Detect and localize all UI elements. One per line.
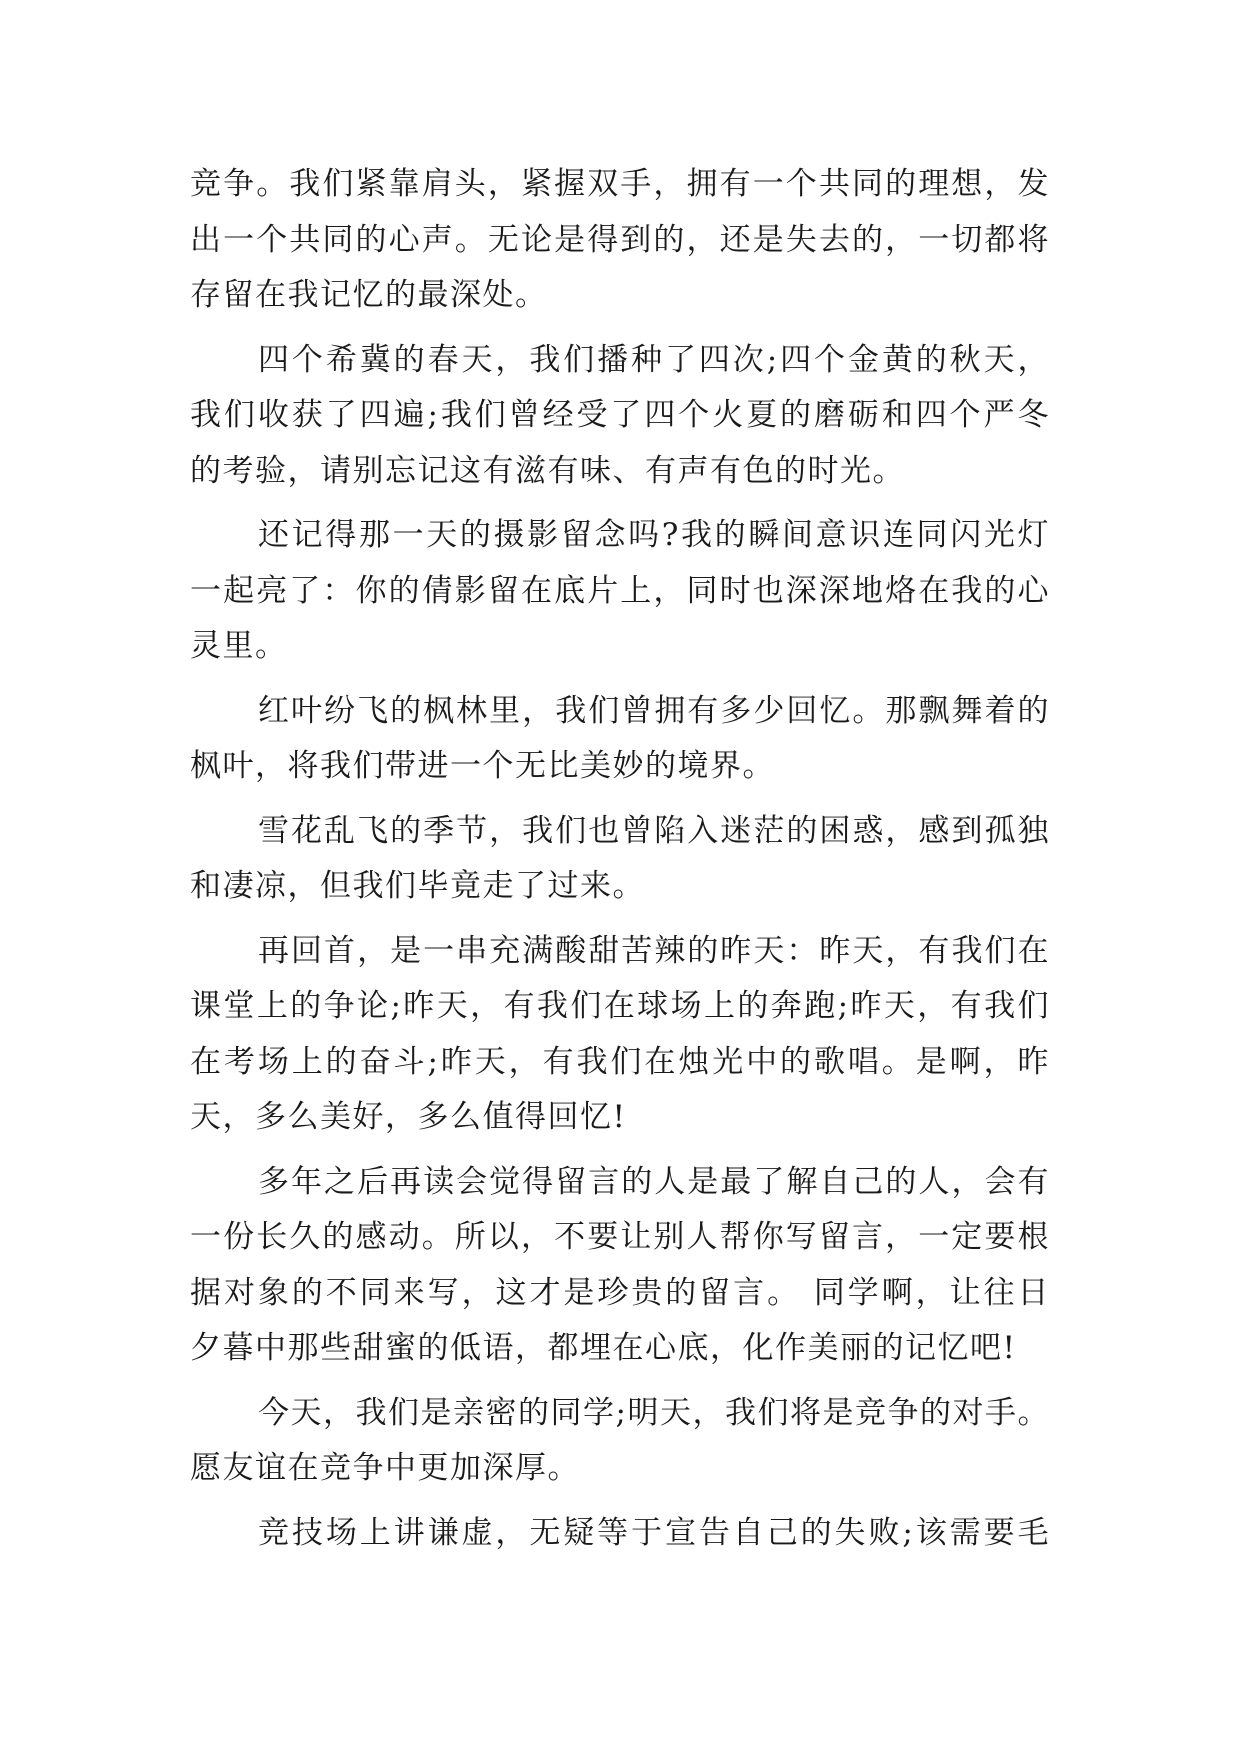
- text-line: 在考场上的奋斗;昨天，有我们在烛光中的歌唱。是啊，昨: [190, 1043, 1050, 1080]
- text-line: 据对象的不同来写，这才是珍贵的留言。 同学啊，让往日: [190, 1274, 1050, 1311]
- text-line: 的考验，请别忘记这有滋有味、有声有色的时光。: [190, 452, 905, 489]
- text-line: 红叶纷飞的枫林里，我们曾拥有多少回忆。那飘舞着的: [258, 692, 1050, 729]
- text-line: 天，多么美好，多么值得回忆!: [190, 1099, 627, 1135]
- text-line: 存留在我记忆的最深处。: [190, 277, 548, 313]
- text-line: 今天，我们是亲密的同学;明天，我们将是竞争的对手。: [258, 1394, 1050, 1431]
- text-line: 夕暮中那些甜蜜的低语，都埋在心底，化作美丽的记忆吧!: [190, 1330, 1017, 1366]
- text-line: 一份长久的感动。所以，不要让别人帮你写留言，一定要根: [190, 1219, 1050, 1255]
- text-line: 还记得那一天的摄影留念吗?我的瞬间意识连同闪光灯: [258, 517, 1050, 553]
- text-line: 四个希冀的春天，我们播种了四次;四个金黄的秋天，: [258, 341, 1050, 378]
- text-line: 愿友谊在竞争中更加深厚。: [190, 1450, 580, 1486]
- text-line: 和凄凉，但我们毕竟走了过来。: [190, 868, 645, 904]
- text-line: 一起亮了：你的倩影留在底片上，同时也深深地烙在我的心: [190, 572, 1050, 609]
- text-line: 雪花乱飞的季节，我们也曾陷入迷茫的困惑，感到孤独: [258, 812, 1050, 849]
- text-line: 枫叶，将我们带进一个无比美妙的境界。: [190, 748, 775, 784]
- text-line: 灵里。: [190, 628, 288, 664]
- text-line: 多年之后再读会觉得留言的人是最了解自己的人，会有: [258, 1163, 1050, 1200]
- text-line: 课堂上的争论;昨天，有我们在球场上的奔跑;昨天，有我们: [190, 988, 1050, 1024]
- text-line: 竞争。我们紧靠肩头，紧握双手，拥有一个共同的理想，发: [190, 166, 1050, 202]
- body-text: [190, 157, 1050, 1561]
- text-line: 出一个共同的心声。无论是得到的，还是失去的，一切都将: [190, 221, 1050, 258]
- text-line: 再回首，是一串充满酸甜苦辣的昨天：昨天，有我们在: [258, 932, 1050, 969]
- text-line: 竞技场上讲谦虚，无疑等于宣告自己的失败;该需要毛: [258, 1514, 1050, 1551]
- text-line: 我们收获了四遍;我们曾经受了四个火夏的磨砺和四个严冬: [190, 397, 1050, 433]
